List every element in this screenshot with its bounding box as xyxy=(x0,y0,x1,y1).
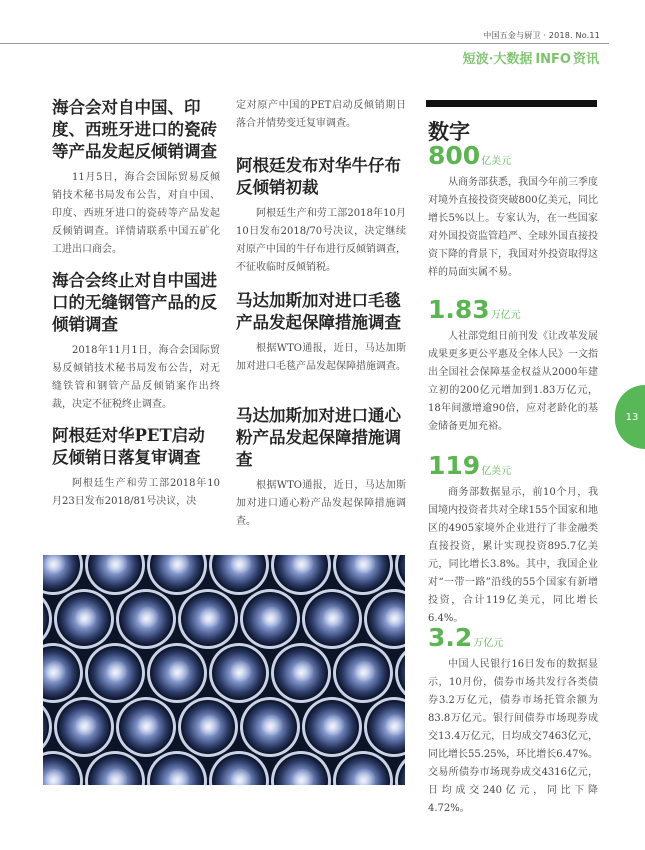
stat-text: 人社部党组日前刊发《让改革发展成果更多更公平惠及全体人民》一文指出全国社会保障基金权益从2000年建立初的200亿元增加到1.83万亿元，18年间激增逾90倍，应对老龄化的基金储备更加充裕。 xyxy=(428,331,598,432)
pipe-highlight xyxy=(262,607,283,628)
stat-unit: 亿美元 xyxy=(481,466,512,477)
stat-value: 800 xyxy=(428,141,481,170)
stat-item xyxy=(428,142,598,282)
stat-text: 中国人民银行16日发布的数据显示，10月份，债券市场共发行各类债券3.2万亿元，债券市场托管余额为83.8万亿元。银行间债券市场现券成交13.4万亿元，日均成交7463亿元，同比增长55.25%，环比增长6.47%。交易所债券市场现券成交4316亿元，日均成交240亿元，同比下降4.72%。 xyxy=(428,659,598,814)
stat-item xyxy=(428,452,598,628)
article-3-continued xyxy=(236,97,406,133)
pipe-highlight xyxy=(169,661,190,682)
article-3 xyxy=(52,425,220,511)
article-title: 海合会终止对自中国进口的无缝钢管产品的反倾销调查 xyxy=(52,271,217,334)
article-body: 阿根廷生产和劳工部2018年10月23日发布2018/81号决议，决 xyxy=(52,478,220,507)
article-body: 根据WTO通报，近日，马达加斯加对进口毛毯产品发起保障措施调查。 xyxy=(236,343,406,372)
stat-text: 从商务部获悉，我国今年前三季度对境外直接投资突破800亿美元，同比增长5%以上。专家认为，在一些国家对外国投资监管趋严、全球外国直接投资下降的背景下，我国对外投资取得这样的局面实属不易。 xyxy=(428,177,598,278)
pipe-highlight xyxy=(138,607,159,628)
header-divider xyxy=(0,43,609,44)
numbers-title: 数字 xyxy=(428,119,470,144)
article-title: 马达加斯加对进口通心粉产品发起保障措施调查 xyxy=(236,406,401,469)
steel-pipes-illustration xyxy=(43,555,405,785)
journal-header: 中国五金与厨卫 · 2018. No.11 xyxy=(483,31,600,40)
pipe-highlight xyxy=(76,607,97,628)
stat-value: 3.2 xyxy=(428,623,473,652)
section-cn1: 短波·大数据 xyxy=(462,52,533,67)
stat-text: 商务部数据显示，前10个月，我国境内投资者共对全球155个国家和地区的4905家境外企业进行了非金融类直接投资，累计实现投资895.7亿美元，同比增长3.8%。其中，我国企业对“一带一路”沿线的55个国家有新增投资，合计119亿美元，同比增长6.4%。 xyxy=(428,487,598,624)
steel-pipes-photo xyxy=(43,555,405,785)
page-number-tab: 13 xyxy=(615,385,645,449)
pipe-highlight xyxy=(324,715,345,736)
pipe-highlight xyxy=(200,715,221,736)
pipe-highlight xyxy=(107,661,128,682)
section-title xyxy=(463,48,599,67)
stat-unit: 万亿元 xyxy=(473,638,504,649)
pipe-highlight xyxy=(138,715,159,736)
pipe-highlight xyxy=(76,715,97,736)
article-1 xyxy=(52,97,220,259)
stat-value: 1.83 xyxy=(428,295,490,324)
pipe-highlight xyxy=(293,661,314,682)
article-body: 11月5日，海合会国际贸易反倾销技术秘书局发布公告，对自中国、印度、西班牙进口的瓷砖等产品发起反倾销调查。详情请联系中国五矿化工进出口商会。 xyxy=(52,172,220,255)
article-body: 2018年11月1日，海合会国际贸易反倾销技术秘书局发布公告，对无缝铁管和钢管产品反倾销案作出终裁，决定不征税终止调查。 xyxy=(52,345,220,410)
stat-item xyxy=(428,624,598,818)
pipe-highlight xyxy=(200,607,221,628)
pipe-highlight xyxy=(231,661,252,682)
article-2 xyxy=(52,270,220,414)
article-5 xyxy=(236,290,406,376)
article-4 xyxy=(236,155,406,277)
pipe-highlight xyxy=(324,607,345,628)
section-en: INFO xyxy=(535,52,571,67)
article-6 xyxy=(236,405,406,531)
article-title: 马达加斯加对进口毛毯产品发起保障措施调查 xyxy=(236,291,401,332)
article-body: 阿根廷生产和劳工部2018年10月10日发布2018/70号决议，决定继续对原产中国的牛仔布进行反倾销调查，不征收临时反倾销税。 xyxy=(236,208,406,273)
numbers-title-bar xyxy=(426,100,597,107)
pipe-highlight xyxy=(262,715,283,736)
stat-item xyxy=(428,296,598,436)
pipe-highlight xyxy=(45,661,66,682)
stat-value: 119 xyxy=(428,451,481,480)
stat-unit: 万亿元 xyxy=(490,310,521,321)
article-title: 海合会对自中国、印度、西班牙进口的瓷砖等产品发起反倾销调查 xyxy=(52,98,217,161)
pipe-highlight xyxy=(355,661,376,682)
article-body: 根据WTO通报，近日，马达加斯加对进口通心粉产品发起保障措施调查。 xyxy=(236,480,406,527)
article-title: 阿根廷发布对华牛仔布反倾销初裁 xyxy=(236,156,401,197)
article-body-continued: 定对原产中国的PET启动反倾销期日落合并情势变迁复审调查。 xyxy=(236,100,406,129)
section-cn2: 资讯 xyxy=(572,52,599,67)
stat-unit: 亿美元 xyxy=(481,156,512,167)
article-title: 阿根廷对华PET启动反倾销日落复审调查 xyxy=(52,426,205,467)
